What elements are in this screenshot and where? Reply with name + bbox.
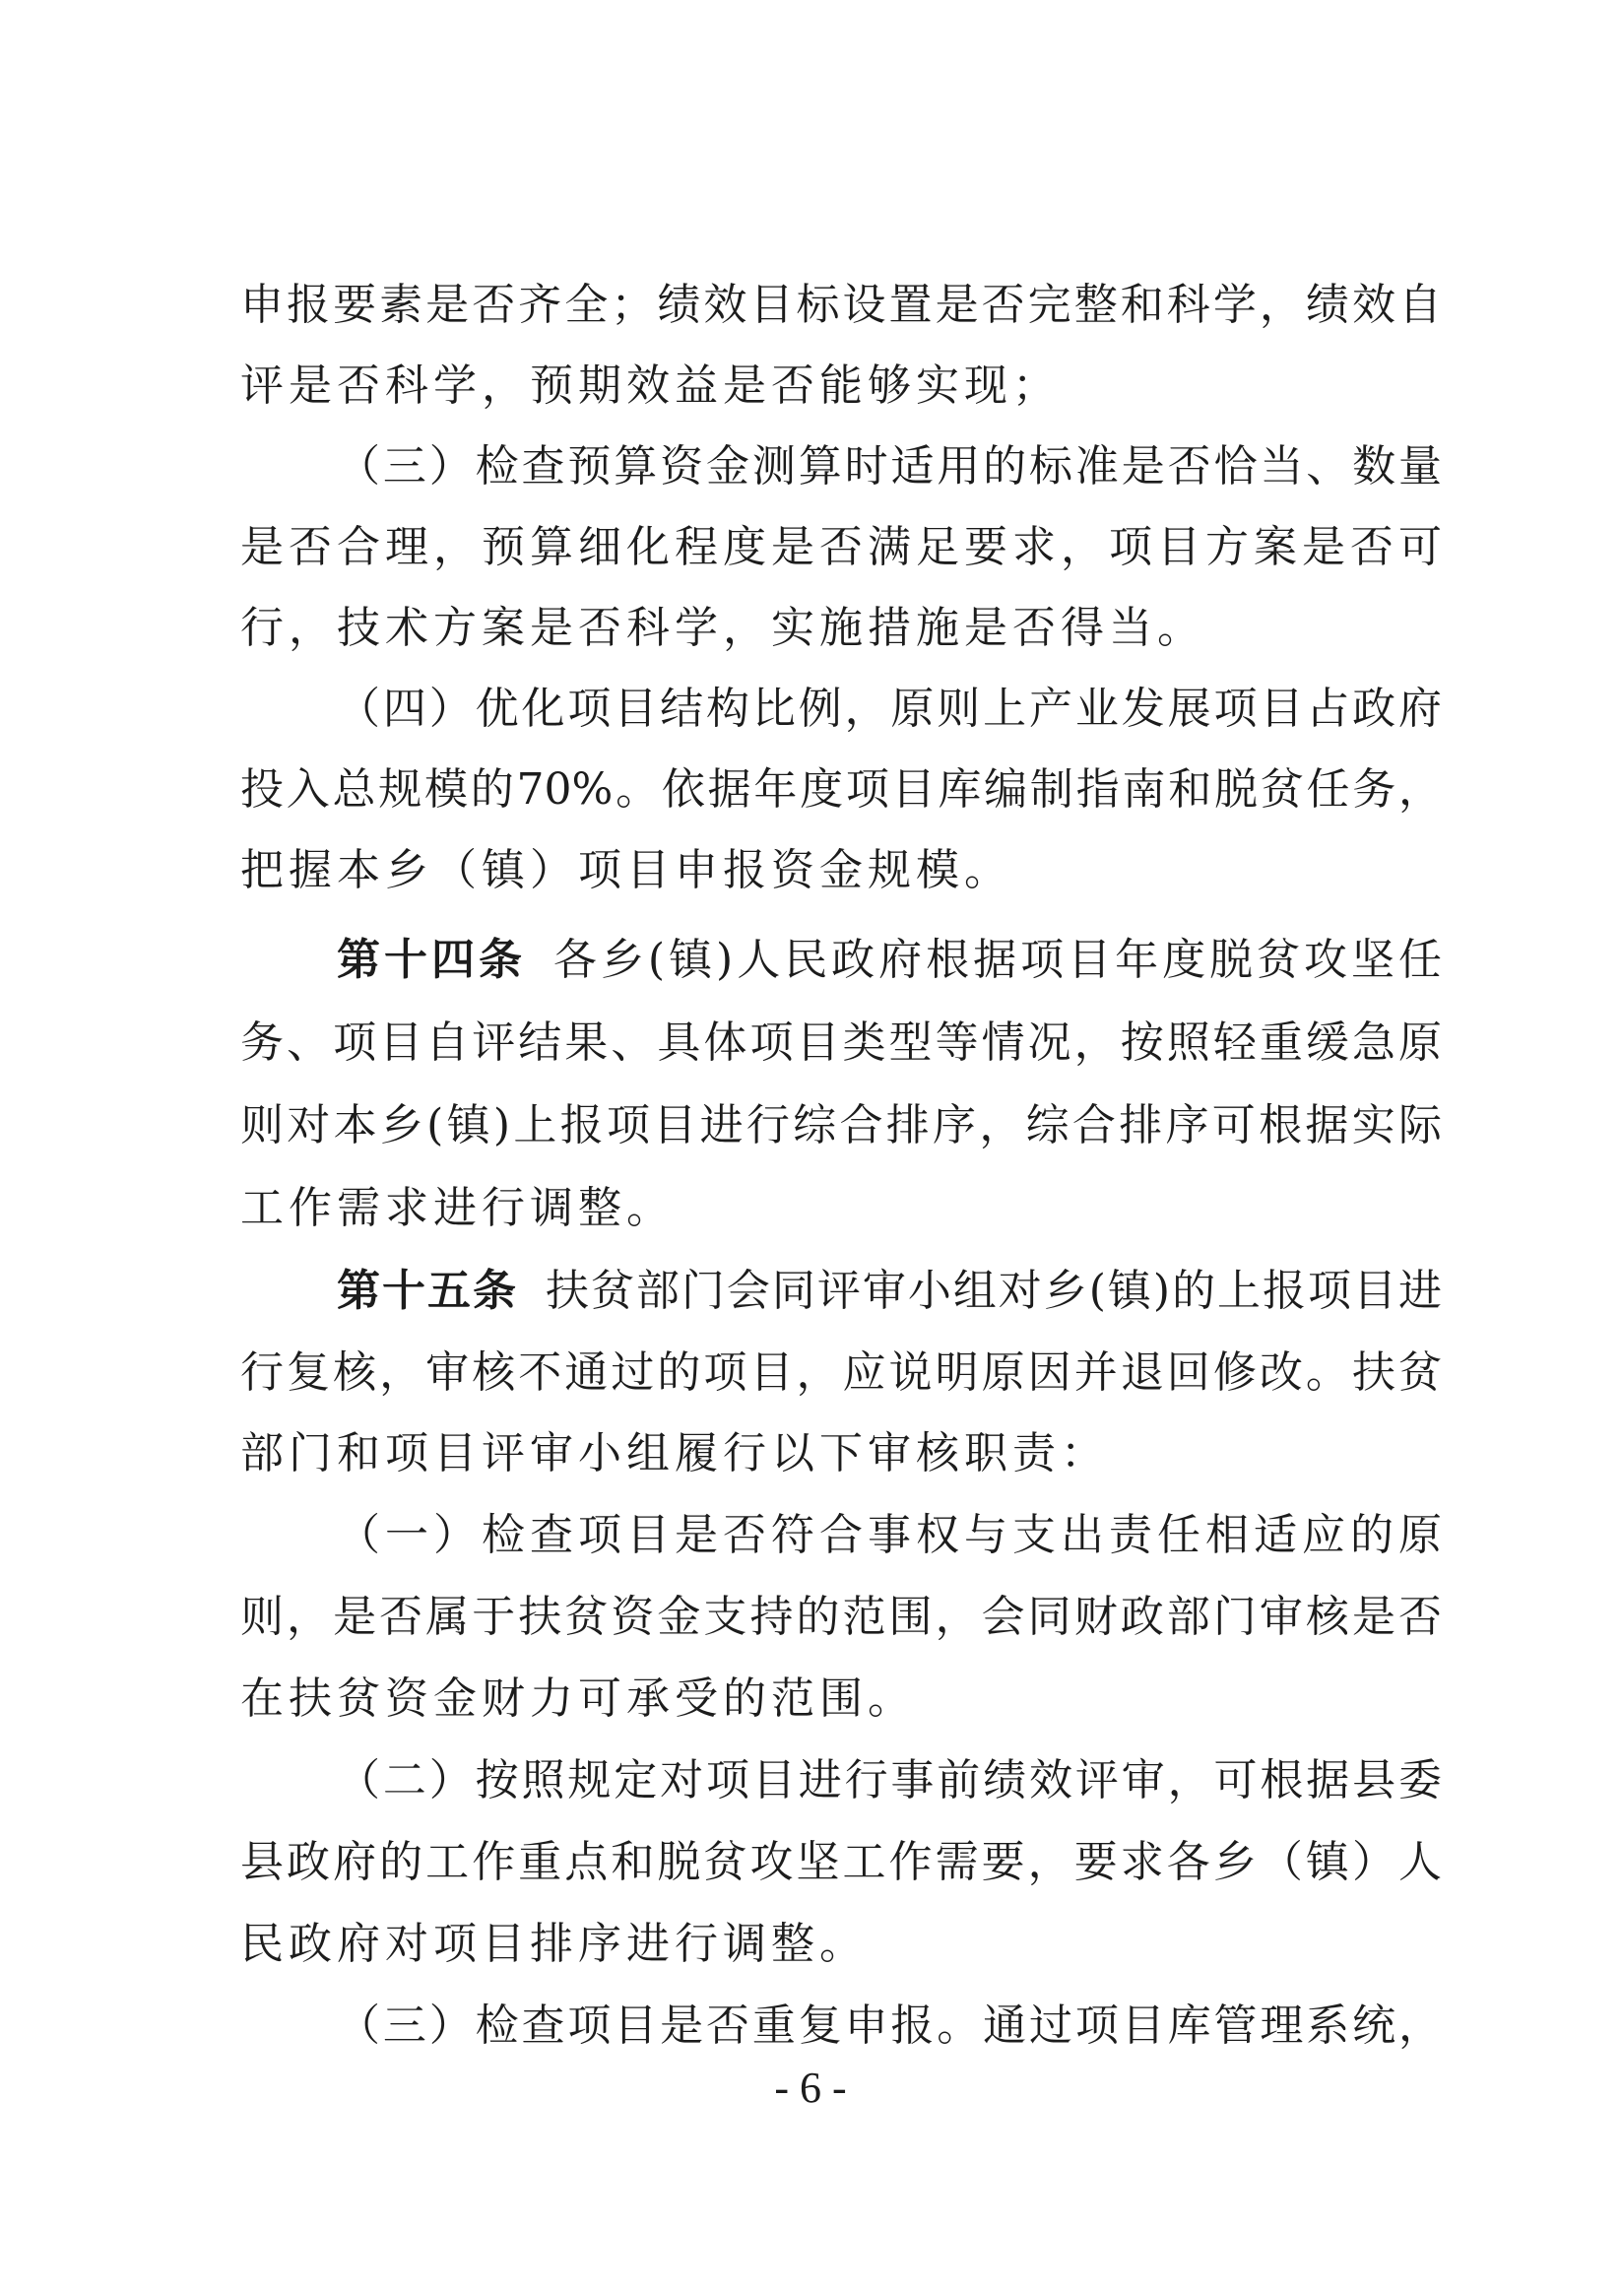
text-line: 申报要素是否齐全；绩效目标设置是否完整和科学，绩效自	[240, 280, 1442, 330]
text-line: 部门和项目评审小组履行以下审核职责：	[240, 1428, 1109, 1478]
text-line: 把握本乡（镇）项目申报资金规模。	[240, 845, 1012, 895]
text-line: 各乡(镇)人民政府根据项目年度脱贫攻坚任	[552, 935, 1442, 985]
article-14-first-line	[337, 921, 1442, 1000]
text-line: 投入总规模的70%。依据年度项目库编制指南和脱贫任务，	[240, 764, 1442, 815]
text-line: 则，是否属于扶贫资金支持的范围，会同财政部门审核是否	[240, 1592, 1442, 1642]
text-line: 务、项目自评结果、具体项目类型等情况，按照轻重缓急原	[240, 1017, 1442, 1068]
text-line: 县政府的工作重点和脱贫攻坚工作需要，要求各乡（镇）人	[240, 1837, 1442, 1887]
article-15-label: 第十五条	[337, 1266, 518, 1316]
text-line: 评是否科学，预期效益是否能够实现；	[240, 361, 1061, 411]
text-line: （四）优化项目结构比例，原则上产业发展项目占政府	[337, 684, 1442, 734]
text-line: （一）检查项目是否符合事权与支出责任相适应的原	[337, 1510, 1442, 1560]
text-line: 行，技术方案是否科学，实施措施是否得当。	[240, 603, 1205, 653]
article-14-label: 第十四条	[337, 935, 526, 985]
text-line: （三）检查预算资金测算时适用的标准是否恰当、数量	[337, 441, 1442, 492]
text-line: （三）检查项目是否重复申报。通过项目库管理系统，	[337, 2001, 1442, 2051]
text-line: 扶贫部门会同评审小组对乡(镇)的上报项目进	[545, 1266, 1442, 1316]
text-line: 是否合理，预算细化程度是否满足要求，项目方案是否可	[240, 522, 1442, 572]
text-line: 工作需求进行调整。	[240, 1183, 675, 1233]
text-line: 在扶贫资金财力可承受的范围。	[240, 1673, 916, 1724]
article-15-first-line	[337, 1252, 1442, 1331]
page-number: - 6 -	[774, 2064, 847, 2112]
text-line: 行复核，审核不通过的项目，应说明原因并退回修改。扶贫	[240, 1347, 1442, 1398]
text-line: 民政府对项目排序进行调整。	[240, 1919, 868, 1969]
text-line: （二）按照规定对项目进行事前绩效评审，可根据县委	[337, 1755, 1442, 1805]
text-line: 则对本乡(镇)上报项目进行综合排序，综合排序可根据实际	[240, 1100, 1442, 1150]
